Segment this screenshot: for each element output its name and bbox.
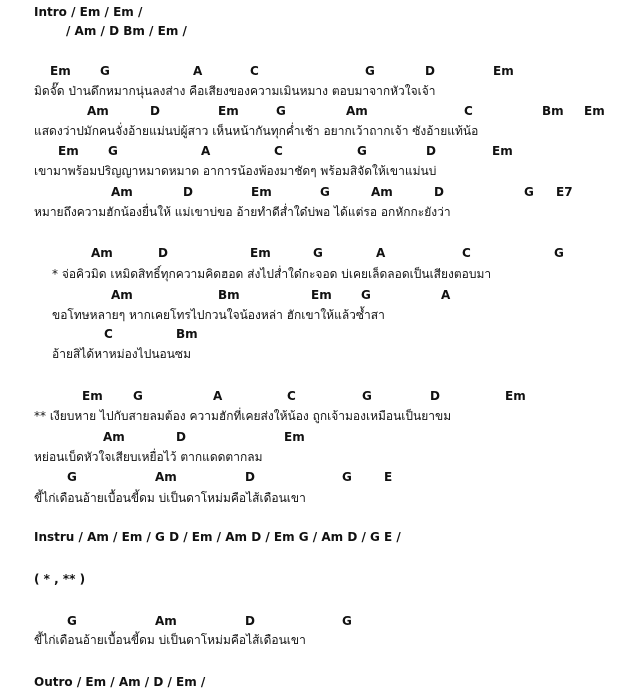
chord: G: [342, 614, 352, 628]
chord: G: [100, 64, 110, 78]
chord: Am: [111, 185, 133, 199]
chord: A: [376, 246, 386, 260]
chord: Em: [250, 246, 271, 260]
chord: G: [133, 389, 143, 403]
repeat-text: ( * , ** ): [34, 572, 86, 586]
chorus1-lyric-1: [0, 264, 620, 284]
chorus1-lyric-2: [0, 305, 620, 325]
chord: Em: [492, 144, 513, 158]
verse1-lyric-1: [0, 81, 620, 101]
chord: C: [274, 144, 283, 158]
chord: D: [245, 614, 255, 628]
chord: Am: [111, 288, 133, 302]
lyric: * จ่อคิวมิด เหมิดสิทธิ์ทุกความคิดฮอด ส่งไปส่ำใด๋กะจอด บ่เคยเล็ดลอดเป็นเสียงตอบมา: [52, 267, 492, 281]
chord: G: [313, 246, 323, 260]
chorus2-chords-1: [0, 386, 620, 406]
chord: Bm: [542, 104, 564, 118]
chord: Am: [155, 614, 177, 628]
repeat-line: [0, 569, 620, 589]
chord: C: [462, 246, 471, 260]
chorus2-lyric-3: [0, 488, 620, 508]
chord: Em: [82, 389, 103, 403]
lyric: ** เงียบหาย ไปกับสายลมต้อง ความฮักที่เคยส่งให้น้อง ถูกเจ้ามองเหมือนเป็นยาขม: [34, 409, 452, 423]
chord: C: [287, 389, 296, 403]
chord: Em: [50, 64, 71, 78]
chord: D: [158, 246, 168, 260]
verse1-chords-1: [0, 61, 620, 81]
chorus1-chords-1: [0, 243, 620, 263]
chord: Em: [284, 430, 305, 444]
chord: Am: [346, 104, 368, 118]
chord: G: [361, 288, 371, 302]
chord: D: [245, 470, 255, 484]
chord: A: [441, 288, 451, 302]
chord: Em: [493, 64, 514, 78]
verse1-lyric-3: [0, 161, 620, 181]
verse1-chords-2: [0, 101, 620, 121]
chord: G: [320, 185, 330, 199]
chorus2-lyric-2: [0, 447, 620, 467]
chorus1-lyric-3: [0, 344, 620, 364]
verse1-lyric-2: [0, 121, 620, 141]
chord: A: [193, 64, 203, 78]
chord: Am: [371, 185, 393, 199]
lyric: ขี้ไก่เดือนอ้ายเบื้อนขี้ดม บ่เป็นดาโหม่มคือไส้เดือนเขา: [34, 633, 306, 647]
chord: Am: [103, 430, 125, 444]
ending-lyric: [0, 630, 620, 650]
chord: G: [342, 470, 352, 484]
lyric: หย่อนเบ็ดหัวใจเสียบเหยื่อไว้ ตากแดดตากลม: [34, 450, 263, 464]
verse1-chords-3: [0, 141, 620, 161]
chord: G: [67, 470, 77, 484]
chord: Em: [505, 389, 526, 403]
chord: C: [104, 327, 113, 341]
chord: C: [250, 64, 259, 78]
chord: Em: [584, 104, 605, 118]
lyric: เขามาพร้อมปริญญาหมาดหมาด อาการน้องพ้องมาชัดๆ พร้อมสิจัดให้เขาแม่นบ่: [34, 164, 437, 178]
chord: Em: [58, 144, 79, 158]
chord: D: [425, 64, 435, 78]
chorus1-chords-3: [0, 324, 620, 344]
outro-text: Outro / Em / Am / D / Em /: [34, 675, 206, 689]
lyric: ขอโทษหลายๆ หากเคยโทรไปกวนใจน้องหล่า ฮักเขาให้แล้วซ้ำสา: [52, 308, 385, 322]
chord: Am: [155, 470, 177, 484]
chord: Am: [87, 104, 109, 118]
verse1-chords-4: [0, 182, 620, 202]
chord: G: [67, 614, 77, 628]
chord: Em: [218, 104, 239, 118]
chord: G: [365, 64, 375, 78]
chord: G: [524, 185, 534, 199]
instru-text: Instru / Am / Em / G D / Em / Am D / Em G / Am D / G E /: [34, 530, 401, 544]
chord: G: [357, 144, 367, 158]
intro-line-2: [0, 21, 620, 41]
chord: D: [176, 430, 186, 444]
verse1-lyric-4: [0, 202, 620, 222]
intro-text-2: / Am / D Bm / Em /: [66, 24, 187, 38]
chord: D: [430, 389, 440, 403]
chord: Em: [251, 185, 272, 199]
chord: E7: [556, 185, 573, 199]
chord: A: [201, 144, 211, 158]
chorus1-chords-2: [0, 285, 620, 305]
chord: C: [464, 104, 473, 118]
chord: D: [426, 144, 436, 158]
chorus2-lyric-1: [0, 406, 620, 426]
lyric: ขี้ไก่เดือนอ้ายเบื้อนขี้ดม บ่เป็นดาโหม่มคือไส้เดือนเขา: [34, 491, 306, 505]
chord: A: [213, 389, 223, 403]
chord: E: [384, 470, 393, 484]
chord: G: [554, 246, 564, 260]
lyric: มิดจั๊ด ป่านดึกหมากนุ่นลงส่าง คือเสียงของความเมินหมาง ตอบมาจากหัวใจเจ้า: [34, 84, 436, 98]
chord: D: [434, 185, 444, 199]
ending-chords: [0, 611, 620, 631]
chord: D: [183, 185, 193, 199]
chord: D: [150, 104, 160, 118]
outro-line: [0, 672, 620, 692]
chorus2-chords-3: [0, 467, 620, 487]
chord: Bm: [176, 327, 198, 341]
lyric: หมายถึงความฮักน้องยื่นให้ แม่เขาบ่ขอ อ้ายทำดีส่ำใด๋บ่พอ ได้แต่รอ อกหักกะยังว่า: [34, 205, 451, 219]
instru-line: [0, 527, 620, 547]
chord: G: [108, 144, 118, 158]
chord: Am: [91, 246, 113, 260]
lyric: แสดงว่าปมักคนจั่งอ้ายแม่นบ่ผู้สาว เห็นหน้ากันทุกค่ำเช้า อยากเว้าถากเจ้า ซังอ้ายแท้น้อ: [34, 124, 479, 138]
intro-text: Intro / Em / Em /: [34, 5, 143, 19]
lyric: อ้ายสิได้หาหม่องไปนอนซม: [52, 347, 191, 361]
chord: Bm: [218, 288, 240, 302]
intro-line-1: [0, 2, 620, 22]
chord: G: [362, 389, 372, 403]
chorus2-chords-2: [0, 427, 620, 447]
chord: Em: [311, 288, 332, 302]
chord: G: [276, 104, 286, 118]
